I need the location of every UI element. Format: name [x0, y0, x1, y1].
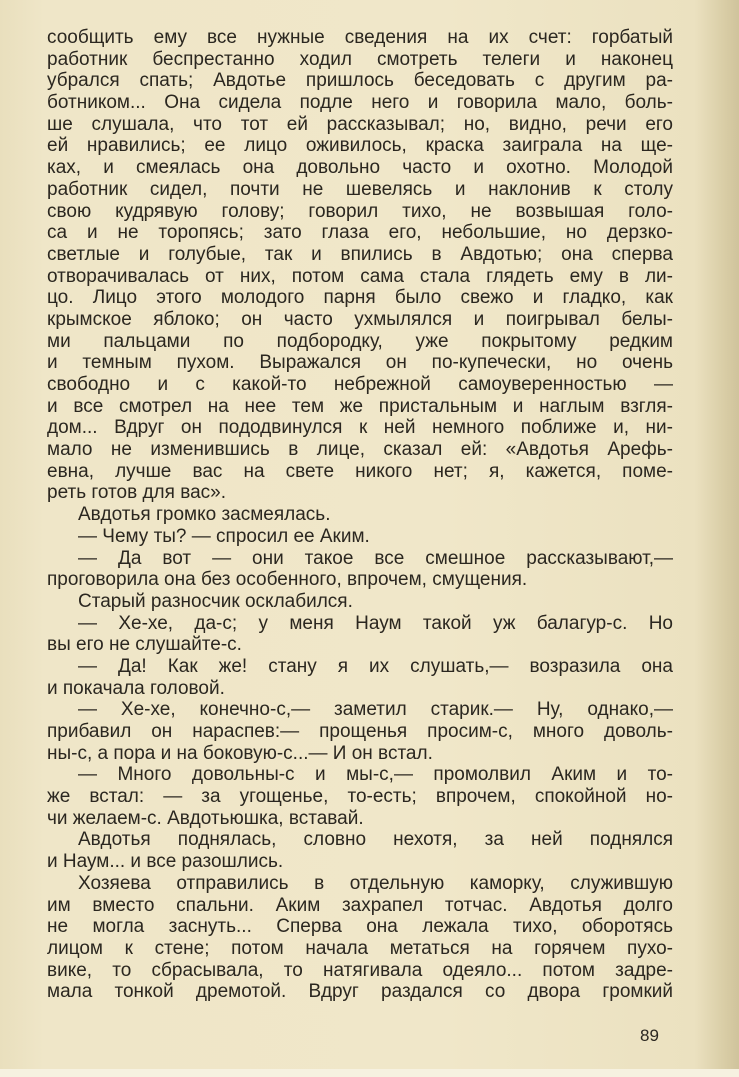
- text-line: мала тонкой дремотой. Вдруг раздался со двора громкий: [47, 981, 673, 1003]
- text-line: — Хе-хе, да-с; у меня Наум такой уж балагур-с. Но: [78, 612, 673, 634]
- text-line: не могла заснуть... Сперва она лежала тихо, оборотясь: [47, 916, 673, 938]
- text-line: Хозяева отправились в отдельную каморку, служившую: [78, 872, 673, 894]
- text-line: ей нравились; ее лицо оживилось, краска заиграла на ще-: [47, 135, 673, 157]
- text-line: — Да! Как же! стану я их слушать,— возразила она: [78, 655, 673, 677]
- text-line: ботником... Она сидела подле него и говорила мало, боль-: [47, 92, 673, 114]
- text-line: — Много довольны-с и мы-с,— промолвил Аким и то-: [78, 764, 673, 786]
- text-line: Старый разносчик осклабился.: [78, 590, 353, 612]
- text-line: же встал: — за угощенье, то-есть; впрочем, спокойной но-: [47, 786, 673, 808]
- text-line: — Чему ты? — спросил ее Аким.: [78, 525, 370, 547]
- text-line: свободно и с какой-то небрежной самоуверенностью —: [47, 374, 673, 395]
- text-line: и Наум... и все разошлись.: [47, 851, 284, 873]
- text-line: ше слушала, что тот ей рассказывал; но, видно, речи его: [47, 113, 673, 135]
- text-line: ны-с, а пора и на боковую-с...— И он встал.: [47, 742, 433, 764]
- text-line: — Да вот — они такое все смешное рассказывают,—: [78, 547, 673, 569]
- text-line: са и не торопясь; зато глаза его, небольшие, но дерзко-: [47, 222, 673, 244]
- text-line: отворачивалась от них, потом сама стала глядеть ему в ли-: [47, 265, 673, 287]
- page-edge: [0, 1069, 739, 1077]
- text-line: ках, и смеялась она довольно часто и охотно. Молодой: [47, 157, 673, 179]
- text-line: Авдотья поднялась, словно нехотя, за ней поднялся: [78, 829, 673, 851]
- text-line: — Хе-хе, конечно-с,— заметил старик.— Ну, однако,—: [78, 699, 673, 721]
- text-line: вы его не слушайте-с.: [47, 634, 242, 656]
- text-line: работник беспрестанно ходил смотреть телеги и наконец: [47, 48, 673, 70]
- text-line: вике, то сбрасывала, то натягивала одеяло... потом задре-: [47, 959, 673, 981]
- text-line: светлые и голубые, так и впились в Авдотью; она сперва: [47, 243, 673, 265]
- text-line: цо. Лицо этого молодого парня было свежо и гладко, как: [47, 287, 673, 309]
- text-line: евна, лучше вас на свете никого нет; я, кажется, поме-: [47, 460, 673, 482]
- book-page-text: [47, 27, 673, 1003]
- text-line: чи желаем-с. Авдотьюшка, вставай.: [47, 807, 364, 829]
- text-line: крымское яблоко; он часто ухмылялся и поигрывал белы-: [47, 308, 673, 330]
- page-number: 89: [640, 1026, 659, 1045]
- text-line: и все смотрел на нее тем же пристальным и наглым взгля-: [47, 395, 673, 417]
- text-line: им вместо спальни. Аким захрапел тотчас. Авдотья долго: [47, 894, 673, 916]
- text-line: проговорила она без особенного, впрочем, смущения.: [47, 569, 528, 591]
- text-line: Авдотья громко засмеялась.: [78, 504, 331, 526]
- text-line: свою кудрявую голову; говорил тихо, не возвышая голо-: [47, 200, 673, 222]
- text-line: лицом к стене; потом начала метаться на горячем пухо-: [47, 937, 673, 959]
- text-line: убрался спать; Авдотье пришлось беседовать с другим ра-: [47, 70, 673, 92]
- text-line: прибавил он нараспев:— прощенья просим-с, много доволь-: [47, 721, 673, 742]
- text-line: ми пальцами по подбородку, уже покрытому редким: [47, 330, 673, 352]
- text-line: работник сидел, почти не шевелясь и наклонив к столу: [47, 178, 673, 200]
- text-line: реть готов для вас».: [47, 482, 227, 504]
- text-line: и темным пухом. Выражался он по-купечески, но очень: [47, 352, 673, 374]
- text-line: сообщить ему все нужные сведения на их счет: горбатый: [47, 27, 673, 48]
- text-line: мало не изменившись в лице, сказал ей: «Авдотья Арефь-: [47, 439, 673, 461]
- text-line: и покачала головой.: [47, 677, 225, 699]
- text-line: дом... Вдруг он пододвинулся к ней немного поближе и, ни-: [47, 417, 673, 439]
